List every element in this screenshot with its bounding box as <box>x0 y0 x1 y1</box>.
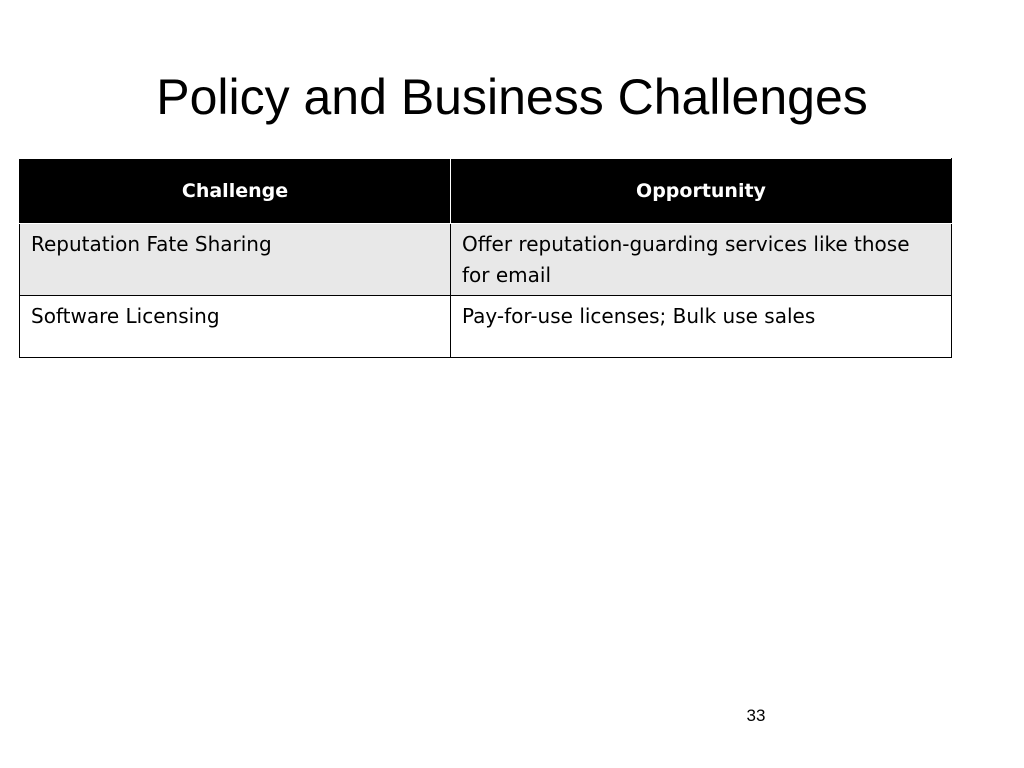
challenge-cell: Reputation Fate Sharing <box>20 224 451 296</box>
challenges-table <box>19 158 951 358</box>
opportunity-cell: Pay-for-use licenses; Bulk use sales <box>451 296 952 358</box>
challenges-table-grid <box>19 158 952 358</box>
slide-title: Policy and Business Challenges <box>156 69 868 125</box>
column-header-challenge: Challenge <box>20 159 451 224</box>
opportunity-cell: Offer reputation-guarding services like those for email <box>451 224 952 296</box>
column-header-opportunity: Opportunity <box>451 159 952 224</box>
table-header-row <box>20 159 952 224</box>
table-row <box>20 224 952 296</box>
challenge-cell: Software Licensing <box>20 296 451 358</box>
table-row <box>20 296 952 358</box>
page-number: 33 <box>746 706 766 725</box>
